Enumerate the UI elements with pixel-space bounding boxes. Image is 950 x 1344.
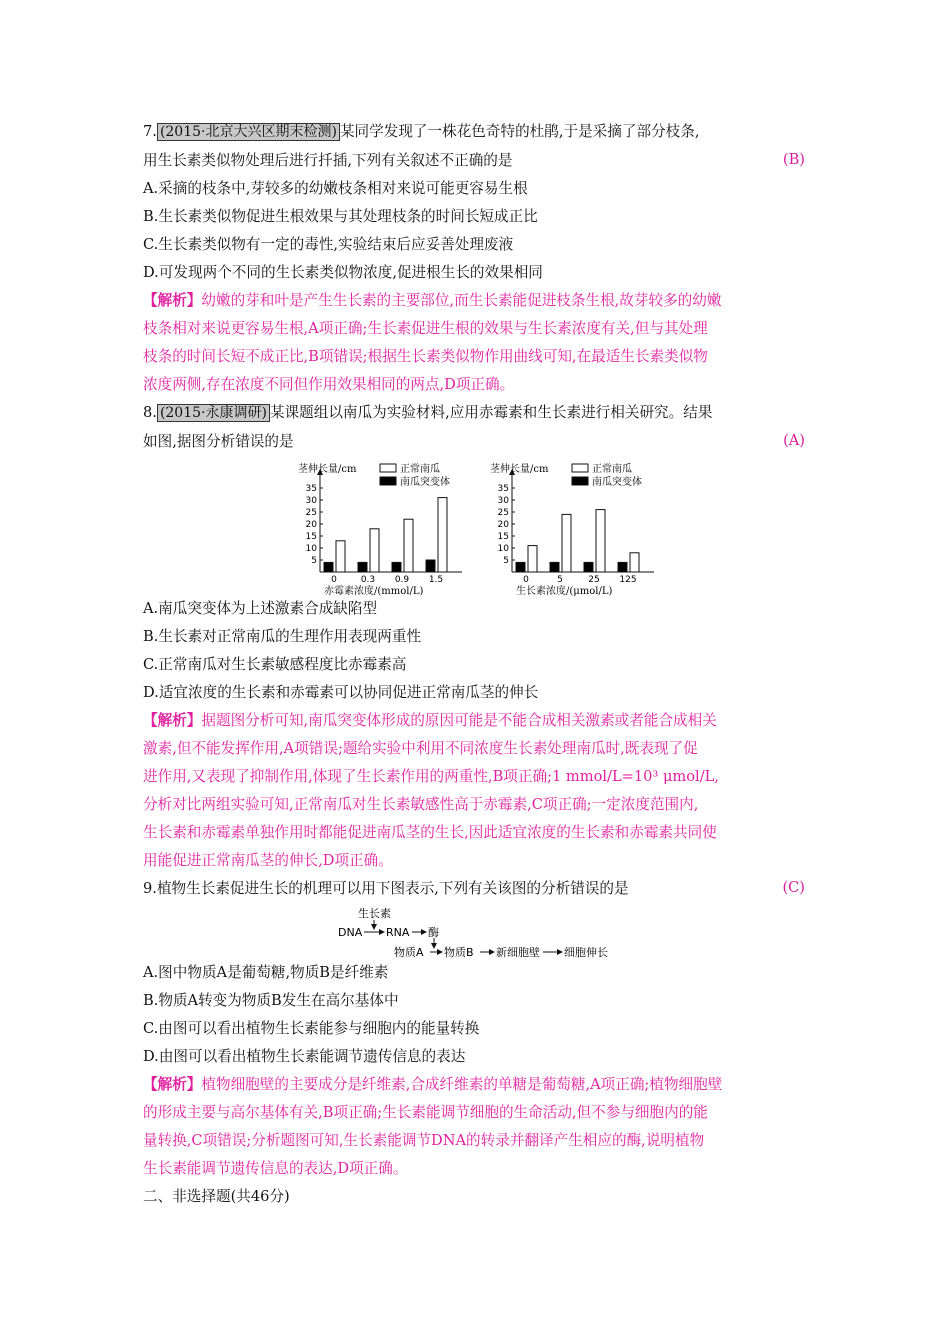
diagram-substance-b-label: 物质B [444,946,474,959]
auxin-mechanism-diagram [338,904,638,960]
q7-explanation-line1: 【解析】幼嫩的芽和叶是产生生长素的主要部位,而生长素能促进枝条生根,故芽较多的幼嫩 [143,292,722,309]
x-tick-label: 0 [331,575,337,585]
q8-stem-line2: 如图,据图分析错误的是 [143,433,294,450]
q8-explanation-line6: 用能促进正常南瓜茎的伸长,D项正确。 [143,852,393,869]
q8-answer: (A) [783,432,805,449]
bar-normal [438,498,447,572]
q9-option-a: A.图中物质A是葡萄糖,物质B是纤维素 [143,964,389,981]
q7-explanation-tag: 【解析】 [143,292,202,309]
bar-normal [596,510,605,572]
y-tick-label: 15 [305,532,317,542]
q7-explanation-line4: 浓度两侧,存在浓度不同但作用效果相同的两点,D项正确。 [143,376,515,393]
q9-explanation-line3: 量转换,C项错误;分析题图可知,生长素能调节DNA的转录并翻译产生相应的酶,说明植物 [143,1132,705,1149]
bar-normal [630,553,639,572]
y-tick-label: 30 [497,496,509,506]
legend-label-normal: 正常南瓜 [400,464,440,475]
q9-explanation-line4: 生长素能调节遗传信息的表达,D项正确。 [143,1160,408,1177]
q7-stem-line1 [143,122,699,142]
q9-stem-line [143,879,629,899]
q7-option-a: A.采摘的枝条中,芽较多的幼嫩枝条相对来说可能更容易生根 [143,180,528,197]
diagram-cell-wall-label: 新细胞壁 [496,946,540,959]
diagram-enzyme-label: 酶 [428,926,439,939]
q9-option-c: C.由图可以看出植物生长素能参与细胞内的能量转换 [143,1020,480,1037]
x-axis-title: 赤霉素浓度/(mmol/L) [324,586,424,597]
gibberellin-bar-chart [298,460,488,597]
section-heading-non-choice: 二、非选择题(共46分) [143,1188,290,1205]
y-tick-label: 5 [503,556,509,566]
diagram-rna-label: RNA [386,926,410,939]
legend-label-mutant: 南瓜突变体 [592,477,642,488]
y-tick-label: 20 [305,520,317,530]
x-tick-label: 125 [619,575,637,585]
y-tick-label: 35 [497,484,509,494]
x-tick-label: 0.3 [360,575,376,585]
legend-swatch-normal [572,464,588,472]
bar-normal [336,541,345,572]
q7-explanation-line3: 枝条的时间长短不成正比,B项错误;根据生长素类似物作用曲线可知,在最适生长素类似物 [143,348,708,365]
bar-mutant [324,562,333,572]
q9-stem: 植物生长素促进生长的机理可以用下图表示,下列有关该图的分析错误的是 [156,880,629,897]
q8-stem-line1 [143,403,712,423]
q7-answer: (B) [782,151,805,168]
legend-swatch-normal [380,464,396,472]
q7-option-b: B.生长素类似物促进生根效果与其处理枝条的时间长短成正比 [143,208,538,225]
y-tick-label: 15 [497,532,509,542]
q7-stem-part1: 某同学发现了一株花色奇特的杜鹃,于是采摘了部分枝条, [339,123,700,140]
q8-explanation-tag: 【解析】 [143,712,202,729]
y-tick-label: 25 [305,508,317,518]
y-tick-label: 25 [497,508,509,518]
y-tick-label: 35 [305,484,317,494]
x-tick-label: 25 [588,575,600,585]
x-axis-title: 生长素浓度/(μmol/L) [516,586,613,597]
y-tick-label: 10 [497,544,509,554]
x-tick-label: 0 [523,575,529,585]
q8-explanation-line3: 进作用,又表现了抑制作用,体现了生长素作用的两重性,B项正确;1 mmol/L=10³ μmol/L, [143,768,719,785]
q8-number: 8. [143,404,157,421]
legend-swatch-mutant [572,477,588,485]
bar-normal [404,519,413,572]
bar-normal [528,546,537,572]
q7-source-tag: (2015·北京大兴区期末检测) [157,123,340,141]
bar-normal [370,529,379,572]
q9-answer: (C) [782,879,805,896]
q8-option-b: B.生长素对正常南瓜的生理作用表现两重性 [143,628,422,645]
q7-option-c: C.生长素类似物有一定的毒性,实验结束后应妥善处理废液 [143,236,514,253]
q8-option-c: C.正常南瓜对生长素敏感程度比赤霉素高 [143,656,407,673]
q8-stem-part1: 某课题组以南瓜为实验材料,应用赤霉素和生长素进行相关研究。结果 [269,404,713,421]
q9-option-d: D.由图可以看出植物生长素能调节遗传信息的表达 [143,1048,466,1065]
q8-option-d: D.适宜浓度的生长素和赤霉素可以协同促进正常南瓜茎的伸长 [143,684,539,701]
q8-explanation-line5: 生长素和赤霉素单独作用时都能促进南瓜茎的生长,因此适宜浓度的生长素和赤霉素共同使 [143,824,717,841]
y-axis-title: 茎伸长量/cm [490,464,549,475]
x-tick-label: 0.9 [394,575,410,585]
y-tick-label: 20 [497,520,509,530]
q7-explanation-line2: 枝条相对来说更容易生根,A项正确;生长素促进生根的效果与生长素浓度有关,但与其处理 [143,320,708,337]
legend-label-normal: 正常南瓜 [592,464,632,475]
q8-explanation-line4: 分析对比两组实验可知,正常南瓜对生长素敏感性高于赤霉素,C项正确;一定浓度范围内, [143,796,699,813]
q8-explanation-line1: 【解析】据题图分析可知,南瓜突变体形成的原因可能是不能合成相关激素或者能合成相关 [143,712,717,729]
q8-option-a: A.南瓜突变体为上述激素合成缺陷型 [143,600,378,617]
bar-mutant [550,562,559,572]
bar-mutant [584,562,593,572]
x-tick-label: 5 [557,575,563,585]
q8-source-tag: (2015·永康调研) [157,404,270,422]
q9-explanation-line2: 的形成主要与高尔基体有关,B项正确;生长素能调节细胞的生命活动,但不参与细胞内的能 [143,1104,708,1121]
q9-explanation-line1: 【解析】植物细胞壁的主要成分是纤维素,合成纤维素的单糖是葡萄糖,A项正确;植物细胞壁 [143,1076,723,1093]
q9-option-b: B.物质A转变为物质B发生在高尔基体中 [143,992,399,1009]
q7-stem-line2: 用生长素类似物处理后进行扦插,下列有关叙述不正确的是 [143,152,513,169]
y-tick-label: 10 [305,544,317,554]
diagram-substance-a-label: 物质A [394,946,424,959]
auxin-bar-chart [490,460,660,597]
bar-mutant [426,560,435,572]
legend-swatch-mutant [380,477,396,485]
bar-mutant [618,562,627,572]
x-tick-label: 1.5 [428,575,444,585]
diagram-auxin-label: 生长素 [358,907,391,920]
bar-mutant [516,562,525,572]
q7-option-d: D.可发现两个不同的生长素类似物浓度,促进根生长的效果相同 [143,264,543,281]
q9-number: 9. [143,880,157,897]
bar-mutant [358,562,367,572]
q8-explanation-line2: 激素,但不能发挥作用,A项错误;题给实验中利用不同浓度生长素处理南瓜时,既表现了促 [143,740,698,757]
legend-label-mutant: 南瓜突变体 [400,477,450,488]
diagram-dna-label: DNA [338,926,363,939]
diagram-elongation-label: 细胞伸长 [564,946,608,959]
q9-explanation-tag: 【解析】 [143,1076,202,1093]
q7-number: 7. [143,123,157,140]
bar-normal [562,514,571,572]
y-axis-title: 茎伸长量/cm [298,464,357,475]
bar-mutant [392,562,401,572]
y-tick-label: 5 [311,556,317,566]
y-tick-label: 30 [305,496,317,506]
